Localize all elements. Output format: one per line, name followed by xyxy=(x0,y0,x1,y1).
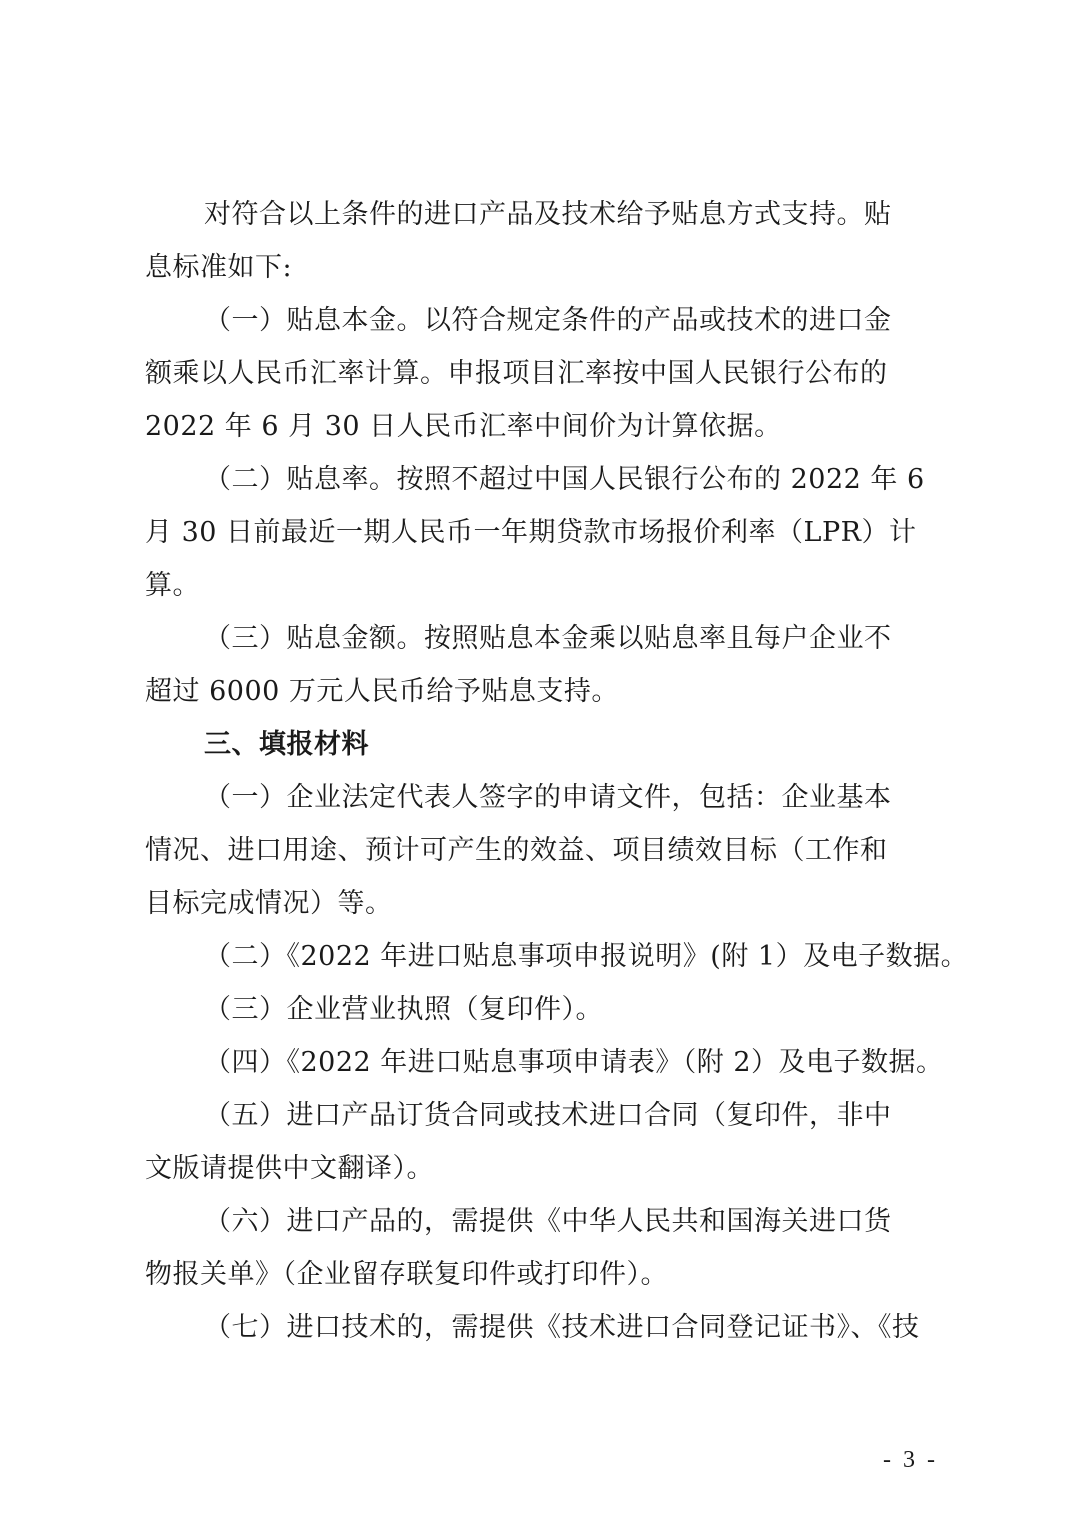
paragraph-line: 算。 xyxy=(145,570,200,601)
paragraph-line: 额乘以人民币汇率计算。申报项目汇率按中国人民银行公布的 xyxy=(145,358,888,389)
paragraph-line: （五）进口产品订货合同或技术进口合同（复印件，非中 xyxy=(204,1100,892,1131)
paragraph-line: 文版请提供中文翻译）。 xyxy=(145,1153,434,1184)
paragraph-line: （三）企业营业执照（复印件）。 xyxy=(204,994,603,1025)
paragraph-line: 目标完成情况）等。 xyxy=(145,888,393,919)
paragraph-line: 物报关单》（企业留存联复印件或打印件）。 xyxy=(145,1259,668,1290)
paragraph-line: （六）进口产品的，需提供《中华人民共和国海关进口货 xyxy=(204,1206,892,1237)
paragraph-line: 月 30 日前最近一期人民币一年期贷款市场报价利率（LPR）计 xyxy=(145,517,917,548)
paragraph-line: 情况、进口用途、预计可产生的效益、项目绩效目标（工作和 xyxy=(145,835,888,866)
paragraph-line: （一）贴息本金。以符合规定条件的产品或技术的进口金 xyxy=(204,305,892,336)
paragraph-line: 超过 6000 万元人民币给予贴息支持。 xyxy=(145,676,619,707)
page-number: - 3 - xyxy=(883,1447,938,1473)
paragraph-line: （四）《2022 年进口贴息事项申请表》（附 2）及电子数据。 xyxy=(204,1047,944,1078)
paragraph-line: （二）《2022 年进口贴息事项申报说明》(附 1）及电子数据。 xyxy=(204,941,969,972)
paragraph-line: 2022 年 6 月 30 日人民币汇率中间价为计算依据。 xyxy=(145,411,782,442)
paragraph-line: （三）贴息金额。按照贴息本金乘以贴息率且每户企业不 xyxy=(204,623,892,654)
paragraph-line: （一）企业法定代表人签字的申请文件，包括：企业基本 xyxy=(204,782,892,813)
paragraph-line: （二）贴息率。按照不超过中国人民银行公布的 2022 年 6 xyxy=(204,464,925,495)
paragraph-line: （七）进口技术的，需提供《技术进口合同登记证书》、《技 xyxy=(204,1312,920,1343)
paragraph-line: 对符合以上条件的进口产品及技术给予贴息方式支持。贴 xyxy=(204,199,892,230)
paragraph-line: 息标准如下: xyxy=(145,252,293,283)
section-heading: 三、填报材料 xyxy=(204,729,369,760)
